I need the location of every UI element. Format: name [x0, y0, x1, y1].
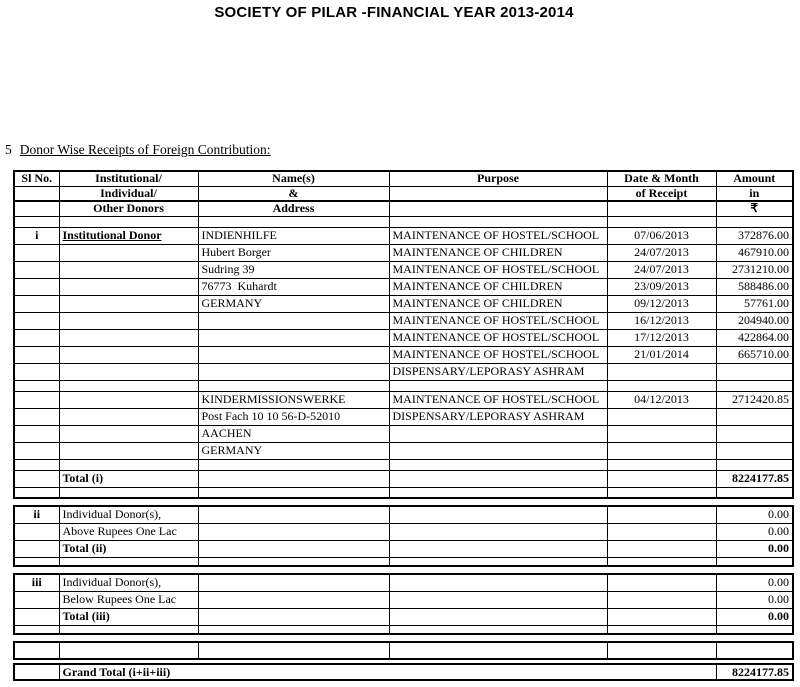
table-row: [14, 171, 793, 186]
table-cell: [198, 459, 389, 470]
table-row: [14, 227, 793, 244]
table-cell: [607, 216, 716, 227]
table-cell: Purpose: [389, 171, 607, 186]
table-cell: [607, 574, 716, 591]
table-cell: GERMANY: [198, 442, 389, 459]
table-cell: [59, 295, 198, 312]
table-cell: [607, 523, 716, 540]
table-cell: Sl No.: [14, 171, 59, 186]
table-cell: [14, 244, 59, 261]
table-row: [14, 608, 793, 625]
table-cell: 0.00: [716, 506, 793, 523]
table-cell: [14, 625, 59, 634]
table-cell: MAINTENANCE OF HOSTEL/SCHOOL: [389, 346, 607, 363]
table-cell: Institutional Donor: [59, 227, 198, 244]
table-cell: i: [14, 227, 59, 244]
table-row: [14, 540, 793, 557]
table-cell: [59, 408, 198, 425]
table-cell: KINDERMISSIONSWERKE: [198, 391, 389, 408]
document-title: SOCIETY OF PILAR -FINANCIAL YEAR 2013-2014: [214, 4, 574, 21]
table-cell: 467910.00: [716, 244, 793, 261]
table-cell: [14, 295, 59, 312]
table-cell: 588486.00: [716, 278, 793, 295]
section-heading-text: Donor Wise Receipts of Foreign Contribution:: [19, 142, 271, 157]
table-cell: Name(s): [198, 171, 389, 186]
table-cell: 8224177.85: [716, 664, 793, 680]
table-cell: Above Rupees One Lac: [59, 523, 198, 540]
table-cell: [607, 470, 716, 487]
table-cell: 24/07/2013: [607, 261, 716, 278]
table-row: [14, 487, 793, 498]
table-row: [14, 380, 793, 391]
table-cell: [14, 363, 59, 380]
table-cell: Address: [198, 201, 389, 216]
table-cell: [389, 216, 607, 227]
table-row: [14, 506, 793, 523]
table-cell: [607, 408, 716, 425]
table-cell: [14, 608, 59, 625]
table-row: [14, 201, 793, 216]
table-cell: [14, 380, 59, 391]
table-cell: Individual/: [59, 186, 198, 201]
table-cell: AACHEN: [198, 425, 389, 442]
table-cell: [716, 625, 793, 634]
table-row: [14, 625, 793, 634]
table-cell: 17/12/2013: [607, 329, 716, 346]
table-cell: [59, 459, 198, 470]
table-row: [14, 470, 793, 487]
table-cell: Individual Donor(s),: [59, 506, 198, 523]
table-cell: of Receipt: [607, 186, 716, 201]
table-row: [14, 574, 793, 591]
table-cell: [198, 506, 389, 523]
table-cell: 76773 Kuhardt: [198, 278, 389, 295]
table-cell: [389, 470, 607, 487]
table-row: [14, 664, 793, 680]
table-cell: [389, 380, 607, 391]
table-cell: Total (ii): [59, 540, 198, 557]
table-cell: INDIENHILFE: [198, 227, 389, 244]
table-cell: [389, 425, 607, 442]
table-cell: ii: [14, 506, 59, 523]
table-cell: 21/01/2014: [607, 346, 716, 363]
table-cell: GERMANY: [198, 295, 389, 312]
table-cell: [14, 408, 59, 425]
table-cell: [14, 425, 59, 442]
table-cell: [14, 278, 59, 295]
table-row: [14, 312, 793, 329]
table-cell: [14, 470, 59, 487]
table-cell: [59, 625, 198, 634]
table-row: [14, 591, 793, 608]
table-cell: [198, 608, 389, 625]
table-cell: [389, 459, 607, 470]
table-cell: Date & Month: [607, 171, 716, 186]
table-cell: [198, 591, 389, 608]
table-cell: [607, 625, 716, 634]
table-cell: [389, 574, 607, 591]
table-cell: [607, 642, 716, 659]
table-cell: MAINTENANCE OF HOSTEL/SCHOOL: [389, 329, 607, 346]
table-cell: [607, 380, 716, 391]
table-cell: [607, 487, 716, 498]
section-heading: [5, 142, 271, 158]
table-cell: [607, 540, 716, 557]
table-cell: [59, 557, 198, 566]
table-cell: MAINTENANCE OF CHILDREN: [389, 278, 607, 295]
table-row: [14, 278, 793, 295]
table-cell: [59, 642, 198, 659]
table-row: [14, 261, 793, 278]
table-cell: MAINTENANCE OF CHILDREN: [389, 295, 607, 312]
table-block-individual-donors-below-one-lac: [13, 573, 794, 635]
table-cell: Below Rupees One Lac: [59, 591, 198, 608]
table-cell: 16/12/2013: [607, 312, 716, 329]
table-cell: [389, 608, 607, 625]
table-cell: [59, 329, 198, 346]
table-cell: [59, 278, 198, 295]
table-cell: 0.00: [716, 591, 793, 608]
table-cell: 372876.00: [716, 227, 793, 244]
table-cell: [14, 442, 59, 459]
table-cell: [716, 363, 793, 380]
table-cell: [14, 557, 59, 566]
table-cell: [389, 557, 607, 566]
table-cell: [14, 312, 59, 329]
table-cell: [607, 201, 716, 216]
table-cell: [389, 540, 607, 557]
table-cell: Amount: [716, 171, 793, 186]
table-cell: [14, 261, 59, 278]
table-cell: [14, 523, 59, 540]
table-cell: [198, 642, 389, 659]
table-block-grand-total: [13, 663, 794, 681]
table-row: [14, 346, 793, 363]
table-cell: DISPENSARY/LEPORASY ASHRAM: [389, 363, 607, 380]
table-cell: Sudring 39: [198, 261, 389, 278]
table-cell: [716, 425, 793, 442]
table-cell: Institutional/: [59, 171, 198, 186]
table-cell: [389, 523, 607, 540]
table-cell: DISPENSARY/LEPORASY ASHRAM: [389, 408, 607, 425]
table-cell: [14, 216, 59, 227]
table-cell: [198, 380, 389, 391]
table-cell: Grand Total (i+ii+iii): [59, 664, 716, 680]
table-cell: Total (iii): [59, 608, 198, 625]
table-row: [14, 295, 793, 312]
table-row: [14, 216, 793, 227]
table-row: [14, 391, 793, 408]
table-cell: [59, 244, 198, 261]
table-cell: [59, 425, 198, 442]
table-row: [14, 329, 793, 346]
table-cell: [198, 329, 389, 346]
table-cell: 204940.00: [716, 312, 793, 329]
table-cell: [59, 346, 198, 363]
table-row: [14, 408, 793, 425]
table-cell: [607, 591, 716, 608]
table-cell: [198, 625, 389, 634]
table-row: [14, 523, 793, 540]
table-cell: 2712420.85: [716, 391, 793, 408]
table-cell: [716, 642, 793, 659]
table-cell: [607, 557, 716, 566]
table-cell: 24/07/2013: [607, 244, 716, 261]
table-cell: [607, 506, 716, 523]
table-cell: iii: [14, 574, 59, 591]
table-cell: [59, 380, 198, 391]
table-cell: ₹: [716, 201, 793, 216]
table-cell: [389, 591, 607, 608]
table-cell: MAINTENANCE OF CHILDREN: [389, 244, 607, 261]
table-cell: [14, 459, 59, 470]
table-cell: 07/06/2013: [607, 227, 716, 244]
table-cell: MAINTENANCE OF HOSTEL/SCHOOL: [389, 312, 607, 329]
table-cell: [607, 459, 716, 470]
table-cell: [389, 186, 607, 201]
table-cell: [607, 363, 716, 380]
table-cell: [389, 625, 607, 634]
table-cell: [59, 261, 198, 278]
table-row: [14, 244, 793, 261]
table-block-spacer-block: [13, 641, 794, 660]
table-cell: 0.00: [716, 574, 793, 591]
table-cell: [389, 506, 607, 523]
table-cell: [14, 540, 59, 557]
table-cell: 0.00: [716, 523, 793, 540]
table-cell: [716, 216, 793, 227]
table-cell: [198, 557, 389, 566]
table-cell: [716, 487, 793, 498]
table-cell: Post Fach 10 10 56-D-52010: [198, 408, 389, 425]
table-row: [14, 459, 793, 470]
table-cell: 04/12/2013: [607, 391, 716, 408]
table-cell: [198, 523, 389, 540]
table-cell: [59, 487, 198, 498]
table-cell: [14, 329, 59, 346]
table-cell: [607, 425, 716, 442]
table-cell: [198, 216, 389, 227]
table-cell: [389, 642, 607, 659]
table-cell: 57761.00: [716, 295, 793, 312]
table-cell: [14, 186, 59, 201]
table-cell: [607, 442, 716, 459]
table-cell: in: [716, 186, 793, 201]
donor-receipts-table: [13, 170, 797, 687]
table-cell: [59, 363, 198, 380]
table-cell: [716, 408, 793, 425]
table-cell: [14, 201, 59, 216]
table-block-header-and-institutional-donors: [13, 170, 794, 499]
table-cell: [14, 487, 59, 498]
table-cell: Other Donors: [59, 201, 198, 216]
table-block-individual-donors-above-one-lac: [13, 505, 794, 567]
table-cell: MAINTENANCE OF HOSTEL/SCHOOL: [389, 261, 607, 278]
table-cell: [59, 442, 198, 459]
table-cell: [59, 312, 198, 329]
table-cell: [716, 442, 793, 459]
table-cell: [198, 470, 389, 487]
table-row: [14, 425, 793, 442]
table-cell: [716, 380, 793, 391]
table-cell: 8224177.85: [716, 470, 793, 487]
table-cell: Total (i): [59, 470, 198, 487]
table-cell: [14, 591, 59, 608]
table-cell: [716, 459, 793, 470]
table-row: [14, 363, 793, 380]
section-number: 5: [5, 142, 12, 157]
table-cell: [198, 574, 389, 591]
table-cell: 0.00: [716, 608, 793, 625]
table-cell: MAINTENANCE OF HOSTEL/SCHOOL: [389, 391, 607, 408]
table-row: [14, 442, 793, 459]
table-cell: 422864.00: [716, 329, 793, 346]
table-cell: [198, 487, 389, 498]
table-row: [14, 557, 793, 566]
table-cell: [14, 664, 59, 680]
table-cell: [14, 346, 59, 363]
table-cell: 0.00: [716, 540, 793, 557]
table-cell: 23/09/2013: [607, 278, 716, 295]
table-cell: [198, 363, 389, 380]
table-cell: [198, 540, 389, 557]
table-cell: [59, 391, 198, 408]
table-cell: [716, 557, 793, 566]
table-row: [14, 642, 793, 659]
table-cell: [607, 608, 716, 625]
table-cell: 2731210.00: [716, 261, 793, 278]
table-cell: 665710.00: [716, 346, 793, 363]
table-cell: [198, 312, 389, 329]
table-cell: [14, 391, 59, 408]
table-cell: [198, 346, 389, 363]
table-row: [14, 186, 793, 201]
table-cell: Hubert Borger: [198, 244, 389, 261]
table-cell: &: [198, 186, 389, 201]
table-cell: Individual Donor(s),: [59, 574, 198, 591]
table-cell: [14, 642, 59, 659]
table-cell: MAINTENANCE OF HOSTEL/SCHOOL: [389, 227, 607, 244]
table-cell: 09/12/2013: [607, 295, 716, 312]
table-cell: [389, 487, 607, 498]
table-cell: [389, 201, 607, 216]
table-cell: [389, 442, 607, 459]
table-cell: [59, 216, 198, 227]
